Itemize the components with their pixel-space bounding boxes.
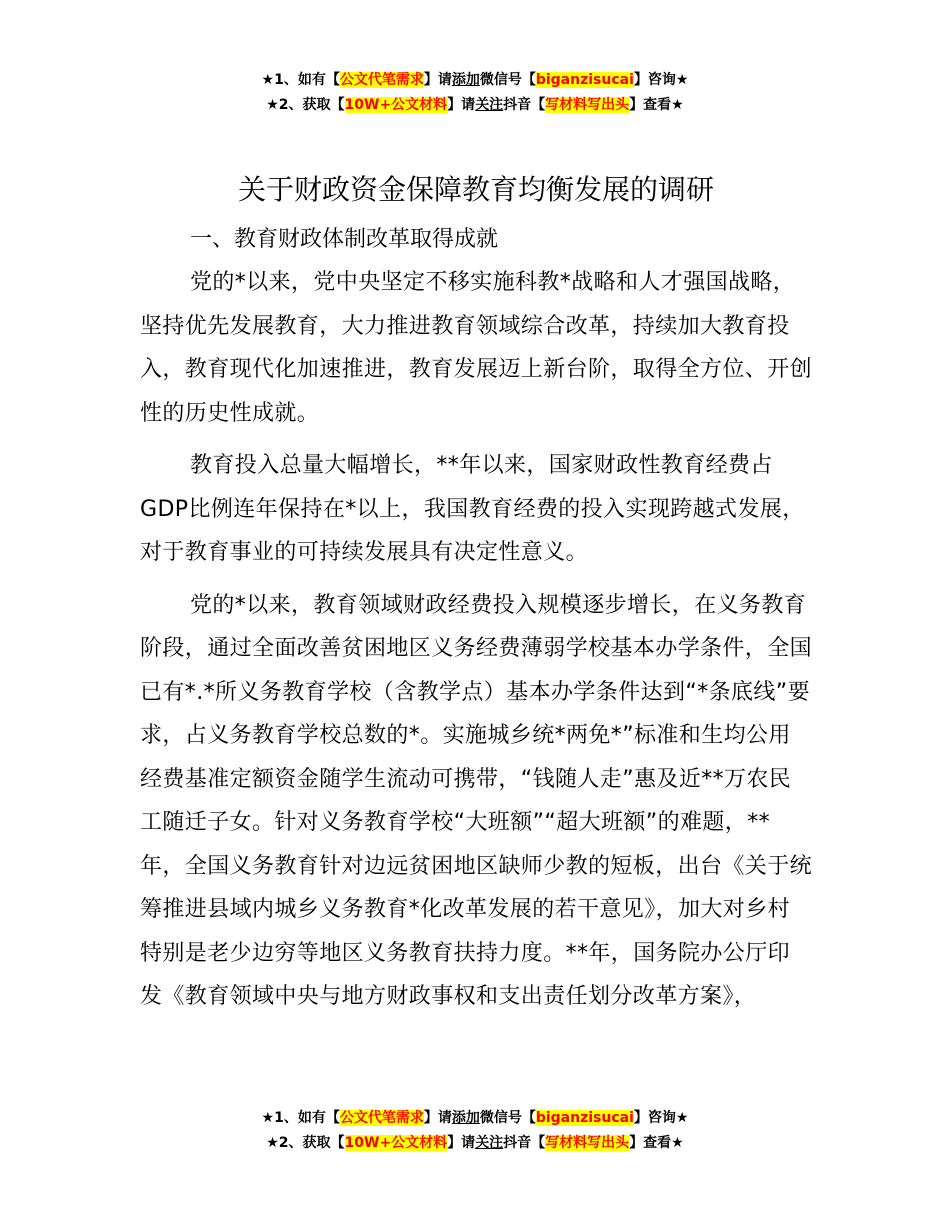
banner-highlight: 公文代笔需求 <box>339 72 424 88</box>
banner-highlight: biganzisucai <box>535 1110 634 1126</box>
banner-line-1: ★1、如有【公文代笔需求】请添加微信号【biganzisucai】咨询★ <box>261 72 689 88</box>
document-title: 关于财政资金保障教育均衡发展的调研 <box>237 173 714 206</box>
banner-highlight: biganzisucai <box>535 72 634 88</box>
banner-highlight: 写材料写出头 <box>545 1135 630 1151</box>
banner-highlight: 公文代笔需求 <box>339 1110 424 1126</box>
header-banner <box>0 68 950 118</box>
banner-highlight: 10W+公文材料 <box>344 97 448 113</box>
paragraph: 党的*以来，教育领域财政经费投入规模逐步增长，在义务教育阶段，通过全面改善贫困地区义务经费薄弱学校基本办学条件，全国已有*.*所义务教育学校（含教学点）基本办学条件达到“*条底线”要求，占义务教育学校总数的*。实施城乡统*两免*”标准和生均公用经费基准定额资金随学生流动可携带，“钱随人走”惠及近**万农民工随迁子女。针对义务教育学校“大班额”“超大班额”的难题，**年，全国义务教育针对边远贫困地区缺师少教的短板，出台《关于统筹推进县域内城乡义务教育*化改革发展的若干意见》，加大对乡村特别是老少边穷等地区义务教育扶持力度。**年，国务院办公厅印发《教育领域中央与地方财政事权和支出责任划分改革方案》， <box>140 592 813 1009</box>
banner-line-2: ★2、获取【10W+公文材料】请关注抖音【写材料写出头】查看★ <box>266 1135 684 1151</box>
banner-line-2: ★2、获取【10W+公文材料】请关注抖音【写材料写出头】查看★ <box>266 97 684 113</box>
banner-highlight: 10W+公文材料 <box>344 1135 448 1151</box>
section-heading: 一、教育财政体制改革取得成就 <box>190 227 499 252</box>
footer-banner <box>0 1106 950 1156</box>
banner-highlight: 写材料写出头 <box>545 97 630 113</box>
document-body <box>140 168 812 1028</box>
banner-line-1: ★1、如有【公文代笔需求】请添加微信号【biganzisucai】咨询★ <box>261 1110 689 1126</box>
paragraph: 教育投入总量大幅增长，**年以来，国家财政性教育经费占GDP比例连年保持在*以上，我国教育经费的投入实现跨越式发展，对于教育事业的可持续发展具有决定性意义。 <box>140 453 805 565</box>
paragraph: 党的*以来，党中央坚定不移实施科教*战略和人才强国战略，坚持优先发展教育，大力推进教育领域综合改革，持续加大教育投入，教育现代化加速推进，教育发展迈上新台阶，取得全方位、开创性的历史性成就。 <box>140 270 813 426</box>
